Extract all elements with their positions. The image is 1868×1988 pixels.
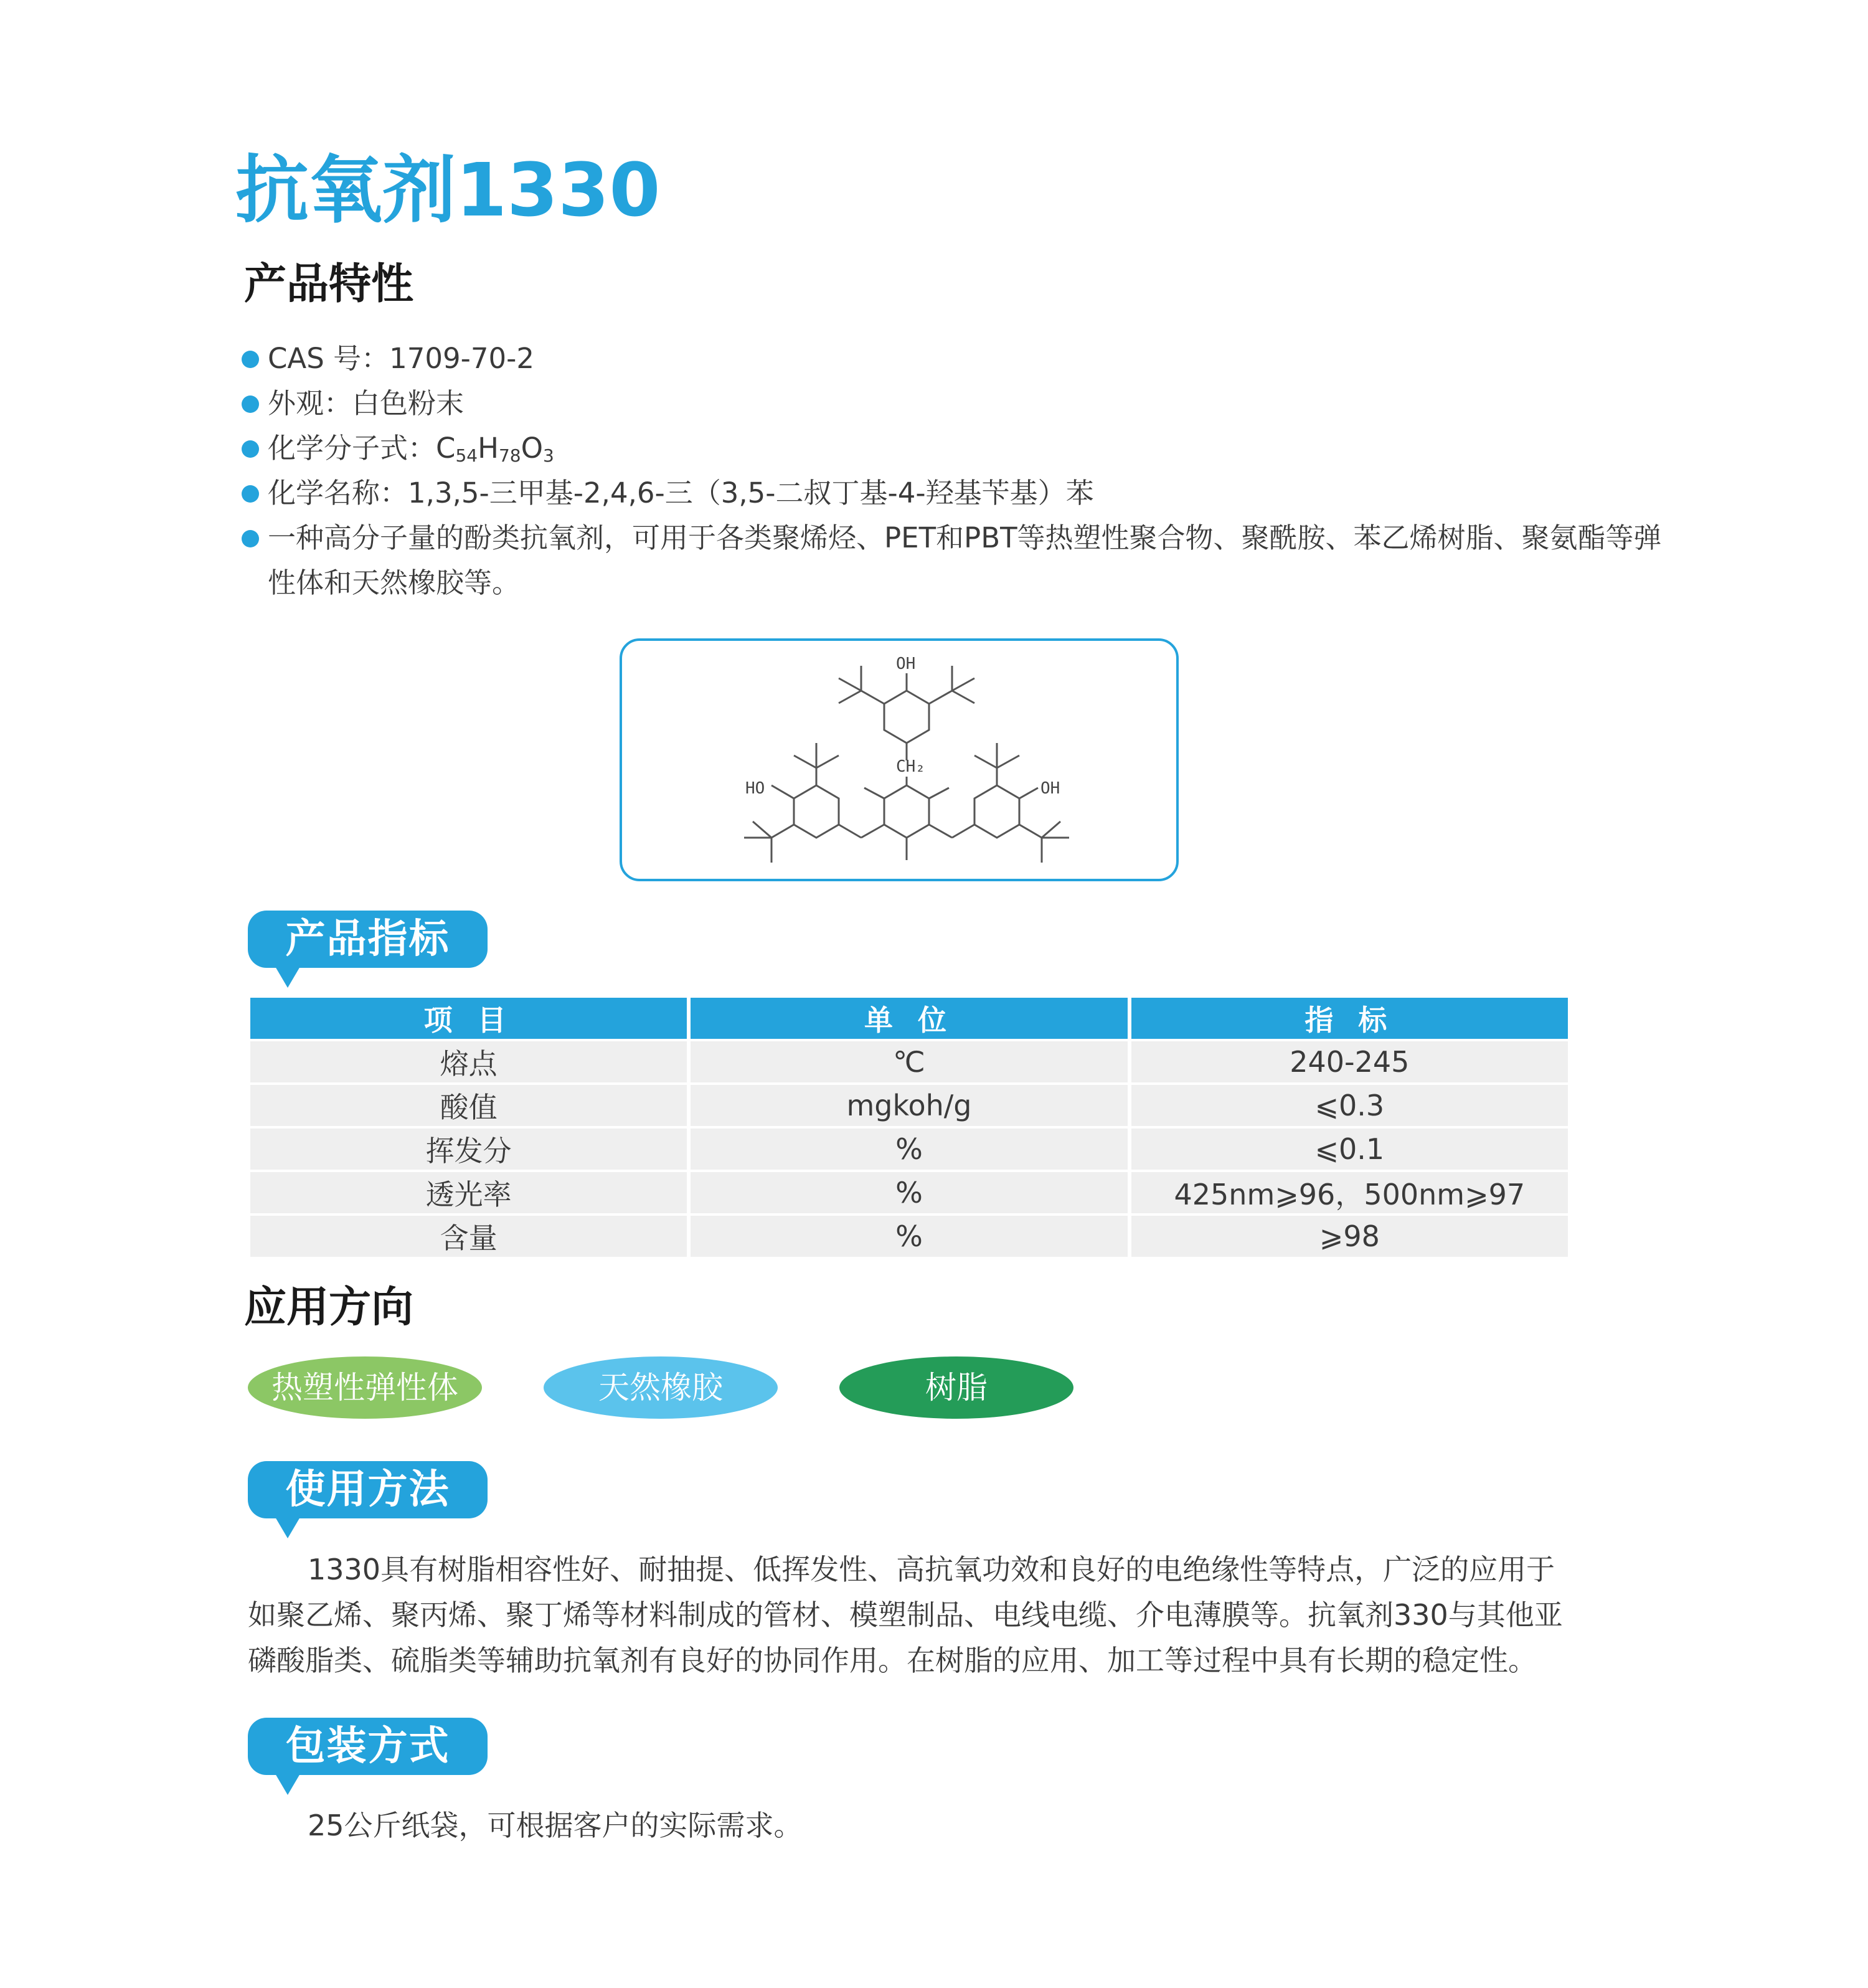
feature-description: 一种高分子量的酚类抗氧剂，可用于各类聚烯烃、PET和PBT等热塑性聚合物、聚酰胺、苯乙烯树脂、聚氨酯等弹性体和天然橡胶等。 xyxy=(242,516,1674,605)
features-heading: 产品特性 xyxy=(244,260,414,309)
bullet-dot-icon xyxy=(242,351,259,368)
feature-formula: 化学分子式：$C_{54}H_{78}O_3$ xyxy=(242,426,1674,471)
table-row: 挥发分 % ⩽0.1 xyxy=(250,1129,1568,1170)
col-header-value: 指 标 xyxy=(1131,998,1568,1039)
usage-heading-tag: 使用方法 xyxy=(248,1461,488,1518)
tag-pointer-icon xyxy=(275,1517,300,1538)
chemical-structure-diagram xyxy=(620,638,1179,881)
oh-top-label: OH xyxy=(896,655,916,673)
ho-left-label: HO xyxy=(745,779,765,798)
bullet-dot-icon xyxy=(242,530,259,547)
feature-appearance: 外观：白色粉末 xyxy=(242,381,1674,426)
applications-heading: 应用方向 xyxy=(244,1283,414,1332)
col-header-item: 项 目 xyxy=(250,998,687,1039)
table-row: 酸值 mgkoh/g ⩽0.3 xyxy=(250,1085,1568,1126)
table-row: 透光率 % 425nm⩾96，500nm⩾97 xyxy=(250,1172,1568,1213)
bullet-dot-icon xyxy=(242,395,259,413)
specs-heading-tag: 产品指标 xyxy=(248,911,488,968)
table-header-row xyxy=(250,998,1568,1039)
structure-drawing xyxy=(622,641,1181,884)
page-title: 抗氧剂1330 xyxy=(235,147,661,233)
oh-right-label: OH xyxy=(1040,779,1060,798)
application-pill-natural-rubber: 天然橡胶 xyxy=(544,1356,778,1419)
bullet-dot-icon xyxy=(242,485,259,503)
tag-pointer-icon xyxy=(275,967,300,988)
table-row: 含量 % ⩾98 xyxy=(250,1216,1568,1257)
table-row: 熔点 ℃ 240-245 xyxy=(250,1041,1568,1082)
bullet-dot-icon xyxy=(242,440,259,458)
specs-table xyxy=(247,995,1572,1259)
packaging-text: 25公斤纸袋，可根据客户的实际需求。 xyxy=(308,1809,803,1842)
packaging-heading-tag: 包装方式 xyxy=(248,1718,488,1775)
features-list xyxy=(242,336,1674,605)
ch2-label: CH₂ xyxy=(896,757,925,776)
feature-cas: CAS 号：1709-70-2 xyxy=(242,336,1674,381)
col-header-unit: 单 位 xyxy=(691,998,1127,1039)
feature-chemical-name: 化学名称：1,3,5-三甲基-2,4,6-三（3,5-二叔丁基-4-羟基苄基）苯 xyxy=(242,471,1674,516)
application-pill-resin: 树脂 xyxy=(839,1356,1073,1419)
tag-pointer-icon xyxy=(275,1774,300,1795)
application-pill-thermoplastic-elastomer: 热塑性弹性体 xyxy=(248,1356,482,1419)
usage-text: 1330具有树脂相容性好、耐抽提、低挥发性、高抗氧功效和良好的电绝缘性等特点，广泛的应用于如聚乙烯、聚丙烯、聚丁烯等材料制成的管材、模塑制品、电线电缆、介电薄膜等。抗氧剂330与其他亚磷酸脂类、硫脂类等辅助抗氧剂有良好的协同作用。在树脂的应用、加工等过程中具有长期的稳定性。 xyxy=(248,1553,1563,1677)
